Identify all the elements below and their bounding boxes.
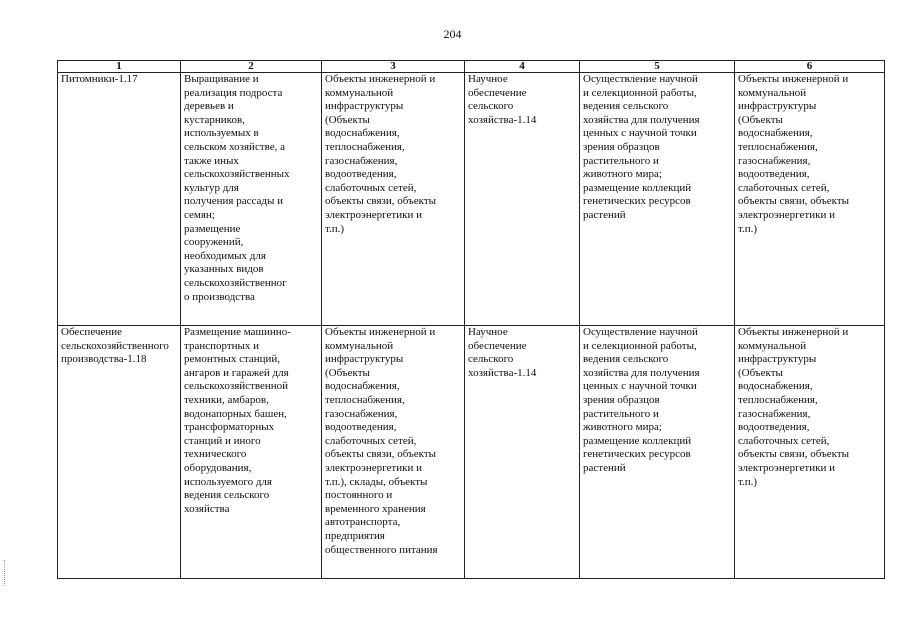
scan-margin-mark (4, 560, 6, 586)
row2-description: Размещение машинно- транспортных и ремонтных станций, ангаров и гаражей для сельскохозяйственной техники, амбаров, водонапорных башен, трансформаторных станций и иного технического оборудования, используемого для ведения сельского хозяйства (181, 326, 322, 579)
page-number: 204 (443, 27, 462, 41)
table-row (58, 326, 885, 579)
column-header-3: 3 (322, 61, 465, 73)
row2-auxiliary-objects: Объекты инженерной и коммунальной инфраструктуры (Объекты водоснабжения, теплоснабжения, газоснабжения, водоотведения, слаботочных сетей, объекты связи, объекты электроэнергетики и т.п.), склады, объекты постоянного и временного хранения автотранспорта, предприятия общественного питания (322, 326, 465, 579)
row2-land-use-type: Обеспечение сельскохозяйственного производства-1.18 (58, 326, 181, 579)
column-header-6: 6 (735, 61, 885, 73)
column-header-5: 5 (580, 61, 735, 73)
row1-description: Выращивание и реализация подроста деревьев и кустарников, используемых в сельском хозяйстве, а также иных сельскохозяйственных культур для получения рассады и семян; размещение сооружений, необходимых для указанных видов сельскохозяйственног о производства (181, 73, 322, 326)
row1-conditional-description: Осуществление научной и селекционной работы, ведения сельского хозяйства для получения ценных с научной точки зрения образцов растительного и животного мира; размещение коллекций генетических ресурсов растений (580, 73, 735, 326)
column-header-4: 4 (465, 61, 580, 73)
row2-conditional-use-type: Научное обеспечение сельского хозяйства-1.14 (465, 326, 580, 579)
column-header-2: 2 (181, 61, 322, 73)
column-header-1: 1 (58, 61, 181, 73)
row1-land-use-type: Питомники-1.17 (58, 73, 181, 326)
row2-conditional-auxiliary: Объекты инженерной и коммунальной инфраструктуры (Объекты водоснабжения, теплоснабжения, газоснабжения, водоотведения, слаботочных сетей, объекты связи, объекты электроэнергетики и т.п.) (735, 326, 885, 579)
header-row (58, 61, 885, 73)
row1-conditional-auxiliary: Объекты инженерной и коммунальной инфраструктуры (Объекты водоснабжения, теплоснабжения, газоснабжения, водоотведения, слаботочных сетей, объекты связи, объекты электроэнергетики и т.п.) (735, 73, 885, 326)
zoning-table (57, 60, 885, 579)
row2-conditional-description: Осуществление научной и селекционной работы, ведения сельского хозяйства для получения ценных с научной точки зрения образцов растительного и животного мира; размещение коллекций генетических ресурсов растений (580, 326, 735, 579)
row1-conditional-use-type: Научное обеспечение сельского хозяйства-1.14 (465, 73, 580, 326)
table-row (58, 73, 885, 326)
row1-auxiliary-objects: Объекты инженерной и коммунальной инфраструктуры (Объекты водоснабжения, теплоснабжения, газоснабжения, водоотведения, слаботочных сетей, объекты связи, объекты электроэнергетики и т.п.) (322, 73, 465, 326)
